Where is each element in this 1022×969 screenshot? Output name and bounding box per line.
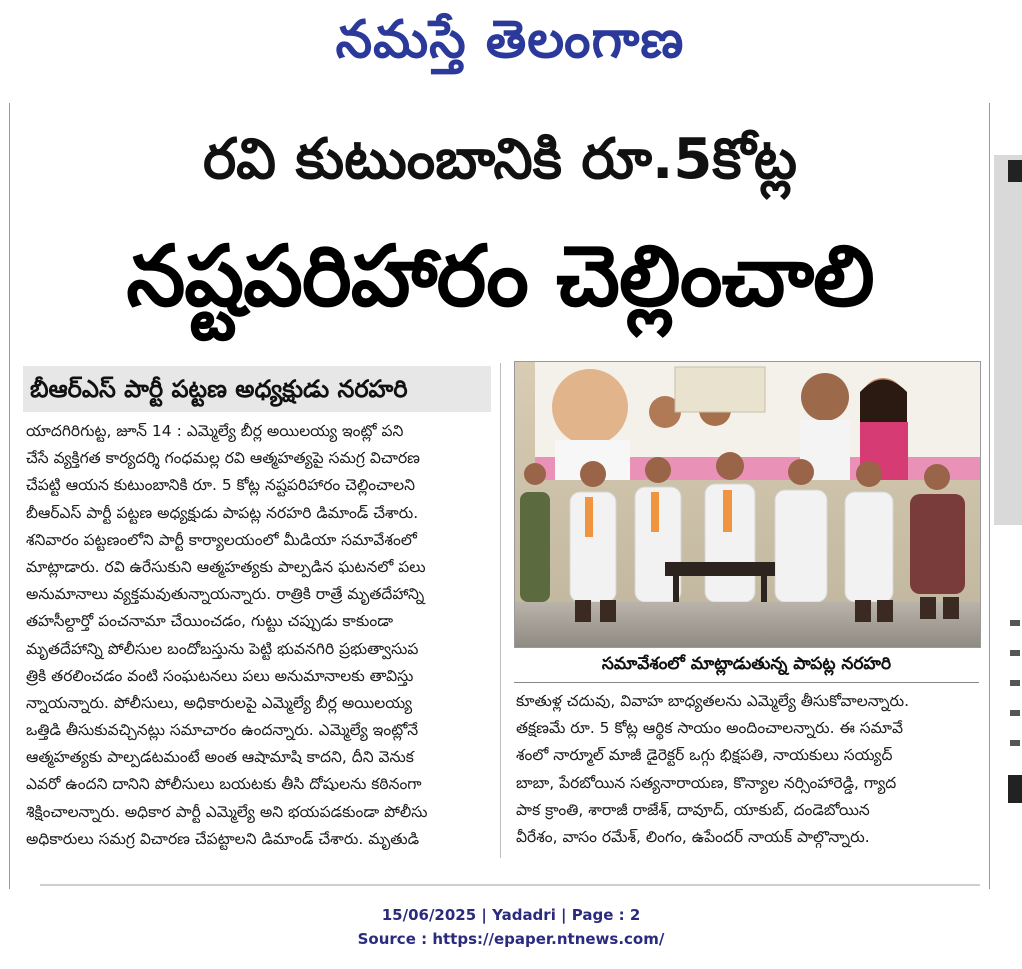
adjacent-text-fragment (1010, 620, 1020, 626)
body-line: ఆత్మహత్యకు పాల్పడటమంటే అంత ఆషామాషి కాదని, దీని వెనుక (26, 748, 414, 767)
body-line: చేపట్టి ఆయన కుటుంబానికి రూ. 5 కోట్ల నష్టపరిహారం చెల్లించాలని (26, 476, 416, 495)
body-line: అధికారులు సమగ్ర విచారణ చేపట్టాలని డిమాండ్ చేశారు. మృతుడి (26, 829, 420, 848)
clipping-bottom-edge (40, 884, 980, 886)
body-line: తహసీల్దార్తో పంచనామా చేయించడం, గుట్టు చప్పుడు కాకుండా (26, 612, 394, 631)
article-body-left-column (26, 418, 490, 853)
headline-line-1: రవి కుటుంబానికి రూ.5కోట్ల (202, 127, 798, 192)
headline-line-2: నష్టపరిహారం చెల్లించాలి (126, 227, 874, 325)
masthead (0, 0, 1022, 80)
adjacent-text-fragment (1010, 710, 1020, 716)
subhead: బీఆర్ఎస్ పార్టీ పట్టణ అధ్యక్షుడు నరహరి (30, 375, 408, 403)
body-line: పాక క్రాంతి, శారాజీ రాజేశ్, దావూద్, యాకుబ్, దండెబోయిన (516, 800, 870, 819)
news-photo (514, 361, 981, 648)
body-line: శనివారం పట్టణంలోని పార్టీ కార్యాలయంలో మీడియా సమావేశంలో (26, 530, 417, 549)
body-line: కూతుళ్ల చదువు, వివాహ బాధ్యతలను ఎమ్మెల్యే తీసుకోవాలన్నారు. (516, 692, 909, 710)
body-line: అనుమానాలు వ్యక్తమవుతున్నాయన్నారు. రాత్రికి రాత్రే మృతదేహాన్ని (26, 585, 425, 604)
meeting-photo-illustration (515, 362, 980, 647)
body-line: ఒత్తిడి తీసుకువచ్చినట్లు సమాచారం ఉందన్నారు. ఎమ్మెల్యే ఇంట్లోనే (26, 721, 419, 740)
adjacent-text-fragment (1008, 775, 1022, 803)
body-line: శిక్షించాలన్నారు. అధికార పార్టీ ఎమ్మెల్యే అని భయపడకుండా పోలీసు (26, 802, 428, 821)
adjacent-text-fragment (1010, 680, 1020, 686)
body-line: తక్షణమే రూ. 5 కోట్ల ఆర్థిక సాయం అందించాలన్నారు. ఈ సమావే (516, 719, 904, 738)
adjacent-text-fragment (1010, 740, 1020, 746)
body-line: బీఆర్ఎస్ పార్టీ పట్టణ అధ్యక్షుడు పాపట్ల నరహరి డిమాండ్ చేశారు. (26, 503, 419, 522)
body-line: యాదగిరిగుట్ట, జూన్ 14 : ఎమ్మెల్యే బీర్ల అయిలయ్య ఇంట్లో పని (26, 422, 404, 440)
body-line: శంలో నార్మూల్ మాజీ డైరెక్టర్ ఒగ్గు భిక్షపతి, నాయకులు సయ్యద్ (516, 746, 893, 765)
edition-date-line: 15/06/2025 | Yadadri | Page : 2 (381, 906, 641, 924)
body-line: న్నాయన్నారు. పోలీసులు, అధికారులపై ఎమ్మెల్యే బీర్ల అయిలయ్య (26, 693, 413, 712)
adjacent-text-fragment (1010, 650, 1020, 656)
adjacent-text-fragment (1008, 160, 1022, 182)
column-divider (500, 363, 501, 858)
newspaper-logo: నమస్తే తెలంగాణ (335, 10, 685, 70)
body-line: త్రికి తరలించడం వంటి సంఘటనలు పలు అనుమానాలకు తావిస్తు (26, 666, 414, 685)
adjacent-photo-fragment (994, 155, 1022, 525)
clipping-border-right (989, 103, 990, 889)
body-line: మాట్లాడారు. రవి ఉరేసుకుని ఆత్మహత్యకు పాల్పడిన ఘటనలో పలు (26, 557, 426, 576)
source-link[interactable]: Source : https://epaper.ntnews.com/ (357, 930, 665, 948)
body-line: వీరేశం, వాసం రమేశ్, లింగం, ఉపేందర్ నాయక్ పాల్గొన్నారు. (516, 827, 870, 846)
clipping-border-left (9, 103, 10, 889)
body-line: మృతదేహాన్ని పోలీసుల బందోబస్తును పెట్టి భువనగిరి ప్రభుత్వాసుప (26, 639, 419, 658)
body-line: చేసే వ్యక్తిగత కార్యదర్శి గంధమల్ల రవి ఆత్మహత్యపై సమగ్ర విచారణ (26, 449, 420, 468)
article-body-right-column (516, 688, 986, 851)
body-line: ఎవరో ఉందని దానిని పోలీసులు బయటకు తీసి దోషులను కఠినంగా (26, 775, 422, 794)
photo-caption: సమావేశంలో మాట్లాడుతున్న పాపట్ల నరహరి (514, 646, 979, 683)
body-line: బాబా, పేరబోయిన సత్యనారాయణ, కొన్యాల నర్సింహారెడ్డి, గ్యాద (516, 773, 897, 792)
